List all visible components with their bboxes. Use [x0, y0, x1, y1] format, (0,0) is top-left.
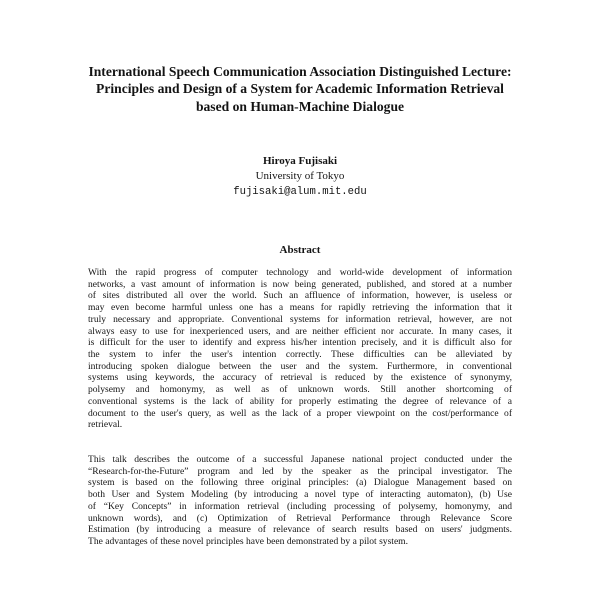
title-line: Principles and Design of a System for Academic Information Retrieval	[96, 81, 504, 97]
paragraph-line: always easy to use for inexperienced users, and are neither efficient nor accurate. In many cases, it	[88, 325, 512, 337]
paragraph-line: conventional systems is the lack of ability for properly estimating the degree of relevance of a	[88, 395, 512, 407]
paragraph-line: “Research-for-the-Future” program and led by the speaker as the principal investigator. The	[88, 465, 512, 477]
abstract-paragraph-1	[88, 267, 512, 431]
author-affiliation: University of Tokyo	[255, 169, 345, 182]
author-block	[100, 154, 500, 200]
paragraph-line: is difficult for the user to identify and express his/her intention precisely, and it is difficult also for	[88, 337, 512, 349]
paragraph-line: system is based on the following three original principles: (a) Dialogue Management based on	[88, 477, 512, 489]
title-line: International Speech Communication Association Distinguished Lecture:	[88, 64, 512, 79]
abstract-paragraph-2	[88, 454, 512, 548]
paragraph-line: of sites distributed all over the world. Such an affluence of information, however, is useless or	[88, 290, 512, 302]
abstract-heading: Abstract	[279, 244, 321, 256]
author-email: fujisaki@alum.mit.edu	[233, 186, 367, 198]
paragraph-line: may even become harmful unless one has a means for rapidly retrieving the information that it	[88, 302, 512, 314]
paragraph-line: networks, a vast amount of information is now being generated, published, and stored at a number	[88, 278, 512, 290]
paper-title	[40, 63, 560, 115]
paragraph-line: With the rapid progress of computer technology and world-wide development of information	[88, 267, 512, 278]
paragraph-line: The advantages of these novel principles have been demonstrated by a pilot system.	[88, 536, 408, 548]
paragraph-line: This talk describes the outcome of a successful Japanese national project conducted under the	[88, 454, 512, 465]
paragraph-line: retrieval.	[88, 419, 123, 431]
paragraph-line: truly necessary and appropriate. Conventional systems for information retrieval, however, are not	[88, 313, 512, 325]
paragraph-line: the system to infer the user's intention correctly. These difficulties can be alleviated by	[88, 349, 512, 361]
paragraph-line: introducing spoken dialogue between the user and the system. Furthermore, in conventional	[88, 360, 512, 372]
paragraph-line: both User and System Modeling (by introducing a novel type of interacting automaton), (b) Use	[88, 489, 512, 501]
paragraph-line: of “Key Concepts” in information retrieval (including processing of polysemy, homonymy, and	[88, 500, 512, 512]
paragraph-line: polysemy and homonymy, as well as of unknown words. Still another shortcoming of	[88, 384, 512, 396]
paragraph-line: document to the user's query, as well as the lack of a proper viewpoint on the cost/performance of	[88, 407, 512, 419]
paragraph-line: systems using keywords, the accuracy of retrieval is reduced by the existence of synonymy,	[88, 372, 512, 384]
paragraph-line: Estimation (by introducing a measure of relevance of search results based on users' judgments.	[88, 524, 512, 536]
paragraph-line: unknown words), and (c) Optimization of Retrieval Performance through Relevance Score	[88, 512, 512, 524]
author-name: Hiroya Fujisaki	[262, 155, 338, 167]
title-line: based on Human-Machine Dialogue	[195, 98, 405, 114]
